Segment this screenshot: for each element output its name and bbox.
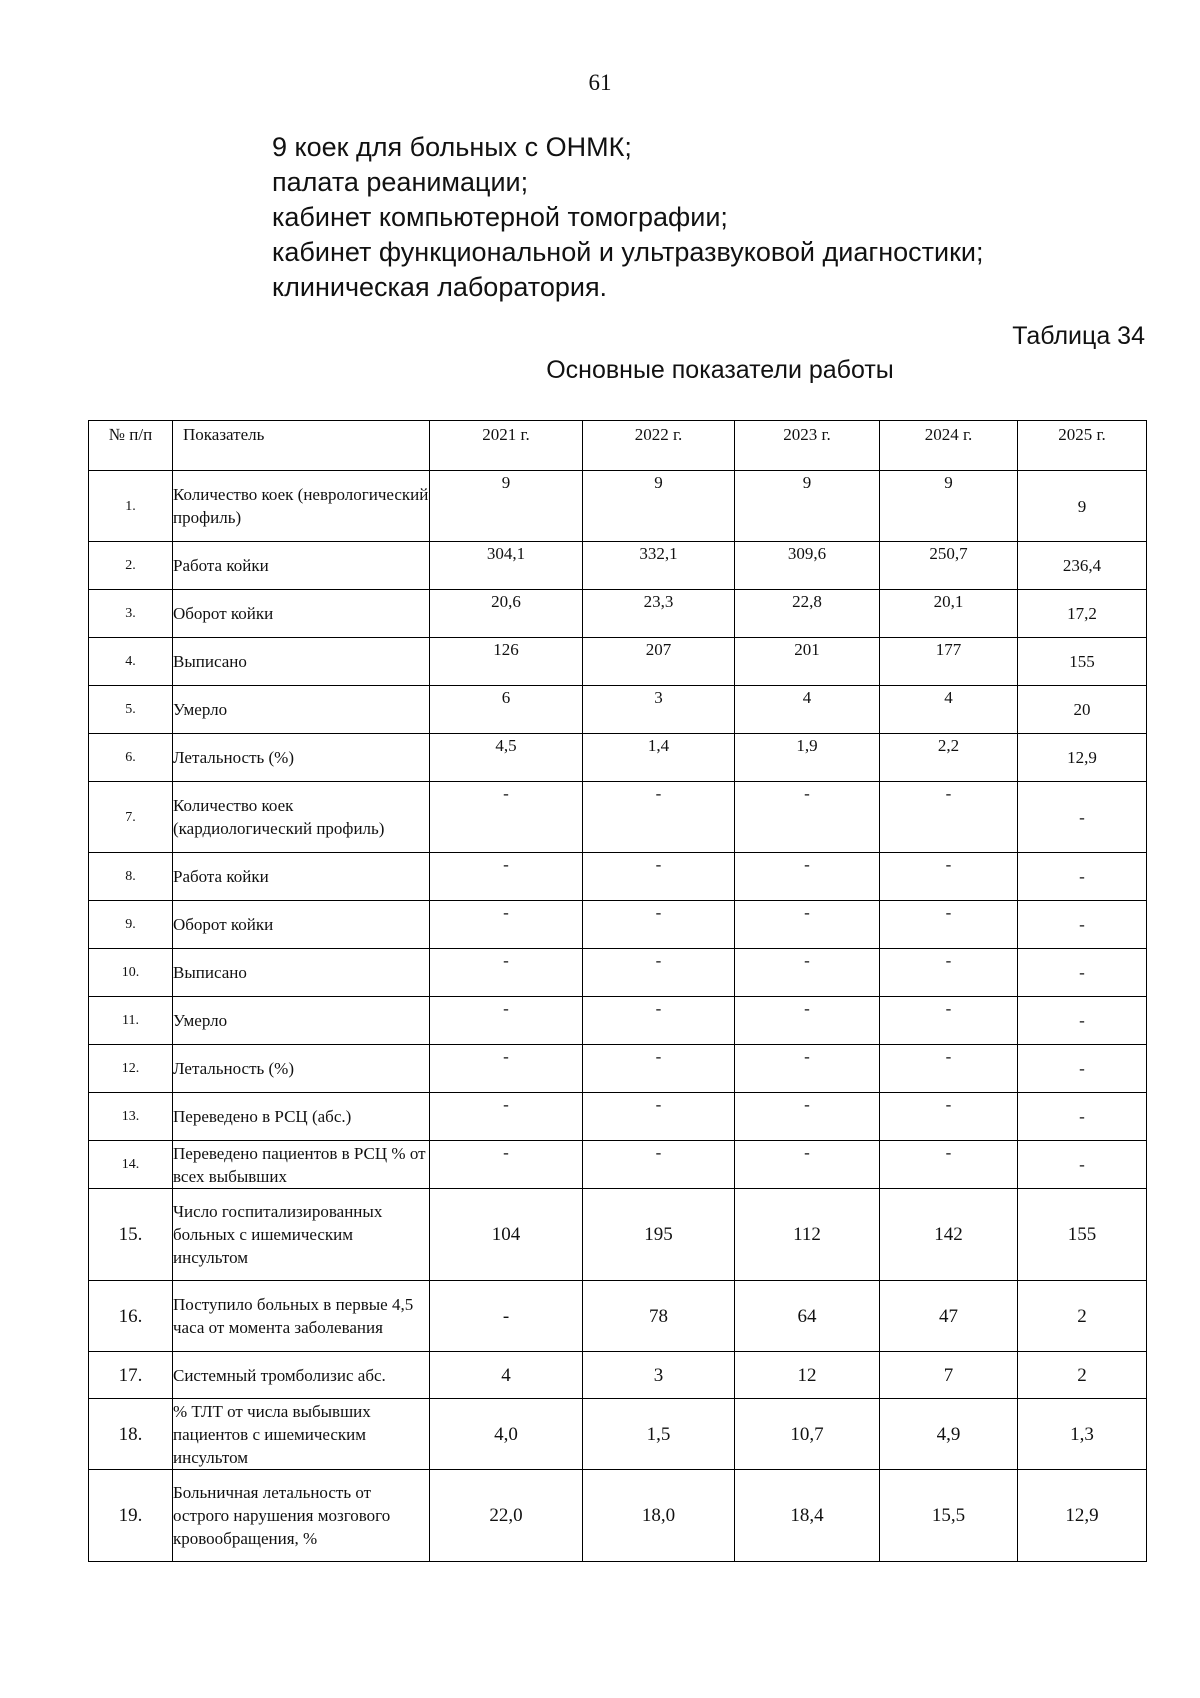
row-value: 12,9 xyxy=(1018,1470,1147,1562)
row-value: 12 xyxy=(735,1352,880,1399)
row-value: - xyxy=(880,1045,1018,1093)
row-number: 19. xyxy=(89,1470,173,1562)
row-value: 1,3 xyxy=(1018,1399,1147,1470)
row-value: - xyxy=(430,1045,583,1093)
row-number: 10. xyxy=(89,949,173,997)
row-value: 195 xyxy=(583,1189,735,1281)
row-value: - xyxy=(583,853,735,901)
table-number: Таблица 34 xyxy=(1012,322,1145,350)
row-value: - xyxy=(880,1141,1018,1189)
row-value: 1,9 xyxy=(735,734,880,782)
row-indicator: Выписано xyxy=(173,638,430,686)
row-value: 9 xyxy=(880,471,1018,542)
row-value: 1,5 xyxy=(583,1399,735,1470)
row-value: 304,1 xyxy=(430,542,583,590)
row-value: - xyxy=(430,1093,583,1141)
header-indicator: Показатель xyxy=(173,421,430,471)
table-row xyxy=(89,1399,1147,1470)
row-value: 236,4 xyxy=(1018,542,1147,590)
row-value: 9 xyxy=(583,471,735,542)
row-value: - xyxy=(735,901,880,949)
intro-line: палата реанимации; xyxy=(272,167,529,197)
row-value: 10,7 xyxy=(735,1399,880,1470)
row-value: - xyxy=(735,1045,880,1093)
row-value: 15,5 xyxy=(880,1470,1018,1562)
intro-line: кабинет компьютерной томографии; xyxy=(272,202,728,232)
row-value: 2,2 xyxy=(880,734,1018,782)
row-value: - xyxy=(1018,901,1147,949)
row-value: 126 xyxy=(430,638,583,686)
row-value: 4 xyxy=(880,686,1018,734)
table-row xyxy=(89,1141,1147,1189)
row-number: 11. xyxy=(89,997,173,1045)
header-year: 2024 г. xyxy=(880,421,1018,471)
row-number: 17. xyxy=(89,1352,173,1399)
table-row xyxy=(89,1281,1147,1352)
row-value: - xyxy=(1018,949,1147,997)
row-value: - xyxy=(880,782,1018,853)
table-row xyxy=(89,590,1147,638)
table-row xyxy=(89,1189,1147,1281)
row-value: - xyxy=(880,853,1018,901)
row-number: 7. xyxy=(89,782,173,853)
row-indicator: Количество коек (кардиологический профиль) xyxy=(173,782,430,853)
row-indicator: Летальность (%) xyxy=(173,1045,430,1093)
row-value: 22,0 xyxy=(430,1470,583,1562)
table-row xyxy=(89,901,1147,949)
row-value: - xyxy=(583,901,735,949)
header-year: 2022 г. xyxy=(583,421,735,471)
row-indicator: Летальность (%) xyxy=(173,734,430,782)
row-value: 7 xyxy=(880,1352,1018,1399)
intro-line: клиническая лаборатория. xyxy=(272,272,608,302)
row-value: - xyxy=(1018,853,1147,901)
row-value: 104 xyxy=(430,1189,583,1281)
row-indicator: Умерло xyxy=(173,686,430,734)
table-row xyxy=(89,471,1147,542)
row-value: 3 xyxy=(583,686,735,734)
table-row xyxy=(89,1352,1147,1399)
row-value: 18,4 xyxy=(735,1470,880,1562)
row-value: - xyxy=(735,1141,880,1189)
table-row xyxy=(89,1045,1147,1093)
row-value: - xyxy=(430,1141,583,1189)
row-value: - xyxy=(735,949,880,997)
row-number: 12. xyxy=(89,1045,173,1093)
row-indicator: Работа койки xyxy=(173,853,430,901)
row-value: 250,7 xyxy=(880,542,1018,590)
row-value: 309,6 xyxy=(735,542,880,590)
row-indicator: Больничная летальность от острого нарушения мозгового кровообращения, % xyxy=(173,1470,430,1562)
row-value: 20 xyxy=(1018,686,1147,734)
table-row xyxy=(89,638,1147,686)
row-value: - xyxy=(1018,782,1147,853)
row-value: 23,3 xyxy=(583,590,735,638)
row-value: - xyxy=(1018,1141,1147,1189)
row-indicator: Системный тромболизис абс. xyxy=(173,1352,430,1399)
row-value: 4,5 xyxy=(430,734,583,782)
row-value: 22,8 xyxy=(735,590,880,638)
row-value: 155 xyxy=(1018,638,1147,686)
row-value: 201 xyxy=(735,638,880,686)
row-value: - xyxy=(430,782,583,853)
row-indicator: Число госпитализированных больных с ишемическим инсультом xyxy=(173,1189,430,1281)
table-row xyxy=(89,542,1147,590)
row-value: 2 xyxy=(1018,1352,1147,1399)
row-value: 12,9 xyxy=(1018,734,1147,782)
row-value: - xyxy=(880,1093,1018,1141)
row-value: 1,4 xyxy=(583,734,735,782)
intro-line: кабинет функциональной и ультразвуковой диагностики; xyxy=(272,237,984,267)
header-year: 2023 г. xyxy=(735,421,880,471)
row-value: - xyxy=(735,853,880,901)
row-value: 78 xyxy=(583,1281,735,1352)
row-value: - xyxy=(583,949,735,997)
table-row xyxy=(89,782,1147,853)
row-value: - xyxy=(583,782,735,853)
row-value: 4,9 xyxy=(880,1399,1018,1470)
row-number: 18. xyxy=(89,1399,173,1470)
row-value: - xyxy=(1018,1045,1147,1093)
intro-list xyxy=(272,130,1072,305)
row-value: - xyxy=(430,1281,583,1352)
row-value: 6 xyxy=(430,686,583,734)
row-value: - xyxy=(1018,1093,1147,1141)
row-value: 4 xyxy=(735,686,880,734)
row-value: - xyxy=(583,1141,735,1189)
table-row xyxy=(89,686,1147,734)
row-indicator: Оборот койки xyxy=(173,901,430,949)
header-year: 2025 г. xyxy=(1018,421,1147,471)
row-value: - xyxy=(583,997,735,1045)
row-number: 9. xyxy=(89,901,173,949)
row-value: 20,1 xyxy=(880,590,1018,638)
header-year: 2021 г. xyxy=(430,421,583,471)
row-number: 1. xyxy=(89,471,173,542)
table-row xyxy=(89,734,1147,782)
row-number: 13. xyxy=(89,1093,173,1141)
table-body xyxy=(89,471,1147,1562)
row-value: - xyxy=(583,1045,735,1093)
row-value: - xyxy=(880,997,1018,1045)
row-number: 8. xyxy=(89,853,173,901)
table-row xyxy=(89,853,1147,901)
row-value: 207 xyxy=(583,638,735,686)
row-value: 4 xyxy=(430,1352,583,1399)
row-value: 64 xyxy=(735,1281,880,1352)
indicators-table xyxy=(88,420,1147,1562)
row-value: - xyxy=(583,1093,735,1141)
table-header-row xyxy=(89,421,1147,471)
intro-line: 9 коек для больных с ОНМК; xyxy=(272,132,632,162)
table-row xyxy=(89,997,1147,1045)
row-value: 18,0 xyxy=(583,1470,735,1562)
header-num: № п/п xyxy=(89,421,173,471)
row-number: 14. xyxy=(89,1141,173,1189)
row-value: 3 xyxy=(583,1352,735,1399)
row-indicator: Поступило больных в первые 4,5 часа от момента заболевания xyxy=(173,1281,430,1352)
row-indicator: Оборот койки xyxy=(173,590,430,638)
row-value: 9 xyxy=(735,471,880,542)
row-value: 9 xyxy=(430,471,583,542)
row-value: - xyxy=(735,1093,880,1141)
row-number: 6. xyxy=(89,734,173,782)
table-title: Основные показатели работы xyxy=(546,356,894,384)
row-value: 47 xyxy=(880,1281,1018,1352)
row-value: 2 xyxy=(1018,1281,1147,1352)
table-row xyxy=(89,1093,1147,1141)
row-value: 142 xyxy=(880,1189,1018,1281)
row-value: - xyxy=(430,997,583,1045)
row-value: 20,6 xyxy=(430,590,583,638)
row-value: - xyxy=(430,949,583,997)
row-value: - xyxy=(430,901,583,949)
row-indicator: Умерло xyxy=(173,997,430,1045)
row-value: - xyxy=(880,901,1018,949)
table-row xyxy=(89,949,1147,997)
row-indicator: % ТЛТ от числа выбывших пациентов с ишемическим инсультом xyxy=(173,1399,430,1470)
row-indicator: Количество коек (неврологический профиль) xyxy=(173,471,430,542)
row-value: - xyxy=(735,782,880,853)
row-number: 15. xyxy=(89,1189,173,1281)
row-indicator: Переведено пациентов в РСЦ % от всех выбывших xyxy=(173,1141,430,1189)
row-value: 4,0 xyxy=(430,1399,583,1470)
table-row xyxy=(89,1470,1147,1562)
row-value: - xyxy=(1018,997,1147,1045)
row-indicator: Работа койки xyxy=(173,542,430,590)
row-indicator: Переведено в РСЦ (абс.) xyxy=(173,1093,430,1141)
row-number: 3. xyxy=(89,590,173,638)
row-value: 155 xyxy=(1018,1189,1147,1281)
row-number: 2. xyxy=(89,542,173,590)
page-number: 61 xyxy=(588,70,612,95)
row-value: 332,1 xyxy=(583,542,735,590)
row-value: 17,2 xyxy=(1018,590,1147,638)
row-value: - xyxy=(880,949,1018,997)
row-value: 9 xyxy=(1018,471,1147,542)
row-number: 5. xyxy=(89,686,173,734)
row-indicator: Выписано xyxy=(173,949,430,997)
row-value: - xyxy=(430,853,583,901)
row-number: 4. xyxy=(89,638,173,686)
row-value: 112 xyxy=(735,1189,880,1281)
row-number: 16. xyxy=(89,1281,173,1352)
row-value: - xyxy=(735,997,880,1045)
row-value: 177 xyxy=(880,638,1018,686)
